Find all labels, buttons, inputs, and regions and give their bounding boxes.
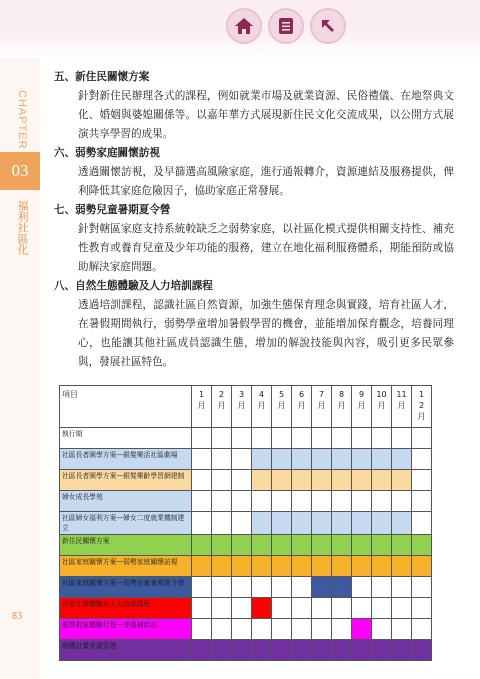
- month-cell: [372, 577, 392, 598]
- month-header: 1 月: [192, 386, 212, 428]
- table-row: [60, 556, 432, 577]
- month-cell: [312, 640, 332, 661]
- month-cell: [252, 598, 272, 619]
- month-cell: [332, 428, 352, 449]
- month-cell: [272, 449, 292, 470]
- table-row: [60, 598, 432, 619]
- month-cell: [212, 556, 232, 577]
- month-cell: [212, 535, 232, 556]
- month-cell: [372, 535, 392, 556]
- month-cell: [292, 619, 312, 640]
- chapter-number: 03: [0, 152, 40, 190]
- month-cell: [292, 491, 312, 512]
- month-cell: [372, 449, 392, 470]
- month-cell: [332, 535, 352, 556]
- month-cell: [192, 598, 212, 619]
- schedule-table: [59, 385, 432, 661]
- month-cell: [312, 598, 332, 619]
- month-cell: [312, 535, 332, 556]
- schedule-table-container: [59, 385, 431, 650]
- month-header: 3 月: [232, 386, 252, 428]
- month-cell: [312, 619, 332, 640]
- month-cell: [352, 577, 372, 598]
- month-cell: [412, 535, 432, 556]
- month-cell: [392, 619, 412, 640]
- month-cell: [292, 428, 312, 449]
- section: [54, 277, 454, 372]
- month-cell: [392, 535, 412, 556]
- item-header: 項目: [60, 386, 192, 428]
- month-cell: [352, 470, 372, 491]
- month-cell: [332, 577, 352, 598]
- menu-icon[interactable]: [268, 8, 304, 44]
- row-label: 服務對象體驗行程—幸福補給站: [60, 619, 192, 640]
- month-header: 11 月: [392, 386, 412, 428]
- section: [54, 68, 454, 144]
- month-cell: [272, 428, 292, 449]
- month-cell: [192, 556, 212, 577]
- month-cell: [372, 619, 392, 640]
- month-header: 4 月: [252, 386, 272, 428]
- month-cell: [412, 512, 432, 535]
- month-cell: [292, 577, 312, 598]
- month-cell: [292, 512, 312, 535]
- row-label: 社區婦女福利方案—婦女二度就業機制建立: [60, 512, 192, 535]
- month-cell: [352, 619, 372, 640]
- month-cell: [392, 470, 412, 491]
- month-cell: [212, 449, 232, 470]
- month-cell: [292, 598, 312, 619]
- month-cell: [312, 449, 332, 470]
- table-row: [60, 512, 432, 535]
- table-row: [60, 619, 432, 640]
- month-cell: [352, 449, 372, 470]
- month-cell: [212, 470, 232, 491]
- page-number: 83: [12, 611, 22, 622]
- month-cell: [192, 577, 212, 598]
- month-cell: [252, 449, 272, 470]
- chapter-label: CHAPTER: [16, 90, 28, 150]
- month-cell: [252, 535, 272, 556]
- row-label: 社區長者園學方案—銀髮樂齡學習網建制: [60, 470, 192, 491]
- month-cell: [332, 598, 352, 619]
- month-cell: [412, 598, 432, 619]
- month-cell: [272, 491, 292, 512]
- month-cell: [272, 577, 292, 598]
- home-icon[interactable]: [226, 8, 262, 44]
- month-cell: [372, 556, 392, 577]
- month-cell: [312, 556, 332, 577]
- month-cell: [372, 491, 392, 512]
- month-header: 1 2 月: [412, 386, 432, 428]
- row-label: 婦女成長學苑: [60, 491, 192, 512]
- month-cell: [272, 619, 292, 640]
- month-header: 10 月: [372, 386, 392, 428]
- month-cell: [212, 598, 232, 619]
- month-header: 6 月: [292, 386, 312, 428]
- month-cell: [332, 491, 352, 512]
- row-label: 總體計畫會議管理: [60, 640, 192, 661]
- month-cell: [332, 640, 352, 661]
- month-cell: [252, 577, 272, 598]
- row-label: 執行期: [60, 428, 192, 449]
- month-cell: [272, 556, 292, 577]
- month-cell: [232, 512, 252, 535]
- month-cell: [332, 512, 352, 535]
- month-cell: [292, 556, 312, 577]
- month-cell: [192, 640, 212, 661]
- month-cell: [232, 577, 252, 598]
- month-cell: [232, 449, 252, 470]
- table-row: [60, 640, 432, 661]
- month-cell: [212, 491, 232, 512]
- main-content: [54, 68, 454, 372]
- month-cell: [292, 535, 312, 556]
- month-cell: [252, 428, 272, 449]
- month-cell: [412, 640, 432, 661]
- month-cell: [292, 470, 312, 491]
- section: [54, 201, 454, 277]
- month-cell: [292, 640, 312, 661]
- month-cell: [232, 428, 252, 449]
- section-title: 七、弱勢兒童暑期夏令營: [54, 204, 171, 216]
- month-cell: [412, 428, 432, 449]
- month-cell: [352, 535, 372, 556]
- month-cell: [392, 640, 412, 661]
- section-body: 透過培訓課程，認識社區自然資源，加強生態保育理念與實踐，培育社區人才，在暑假期間執行，弱勢學童增加暑假學習的機會，並能增加保育觀念，培養同理心，也能讓其他社區成員認識生態，增加的解說技能與內容，吸引更多民眾參與，發展社區特色。: [78, 299, 454, 368]
- month-cell: [372, 598, 392, 619]
- month-header: 9 月: [352, 386, 372, 428]
- month-cell: [212, 428, 232, 449]
- month-cell: [352, 491, 372, 512]
- month-cell: [312, 491, 332, 512]
- row-label: 自然生態體驗及人力培訓課程: [60, 598, 192, 619]
- month-cell: [312, 512, 332, 535]
- row-label: 社區長者園學方案—銀髮樂活社區劇場: [60, 449, 192, 470]
- month-cell: [392, 577, 412, 598]
- table-row: [60, 535, 432, 556]
- month-cell: [232, 556, 252, 577]
- month-cell: [192, 470, 212, 491]
- month-cell: [352, 428, 372, 449]
- chapter-title: 福利社區化: [16, 200, 29, 255]
- month-cell: [392, 512, 412, 535]
- month-cell: [312, 577, 332, 598]
- month-cell: [192, 428, 212, 449]
- month-cell: [192, 535, 212, 556]
- row-label: 社區家庭關懷方案—弱勢家庭關懷訪視: [60, 556, 192, 577]
- row-label: 社區家庭關懷方案—弱勢兒童暑期夏令營: [60, 577, 192, 598]
- month-cell: [372, 428, 392, 449]
- section-title: 五、新住民關懷方案: [54, 71, 150, 83]
- month-cell: [232, 470, 252, 491]
- back-icon[interactable]: [310, 8, 346, 44]
- month-cell: [372, 640, 392, 661]
- month-cell: [312, 428, 332, 449]
- month-cell: [392, 491, 412, 512]
- month-cell: [332, 449, 352, 470]
- month-cell: [252, 512, 272, 535]
- table-row: [60, 491, 432, 512]
- month-cell: [252, 491, 272, 512]
- month-cell: [392, 428, 412, 449]
- month-cell: [232, 640, 252, 661]
- month-cell: [392, 598, 412, 619]
- month-cell: [412, 491, 432, 512]
- month-cell: [192, 512, 212, 535]
- section-body: 針對轄區家庭支持系統較缺乏之弱勢家庭，以社區化模式提供相關支持性、補充性教育或養育兒童及少年功能的服務，建立在地化福利服務體系，期能預防或協助解決家庭問題。: [78, 223, 454, 273]
- month-header: 2 月: [212, 386, 232, 428]
- table-row: [60, 577, 432, 598]
- month-cell: [352, 598, 372, 619]
- month-cell: [392, 556, 412, 577]
- month-cell: [192, 491, 212, 512]
- month-cell: [252, 640, 272, 661]
- month-cell: [332, 556, 352, 577]
- month-cell: [212, 619, 232, 640]
- section-body: 針對新住民辦理各式的課程，例如就業市場及就業資源、民俗禮儀、在地祭典文化、婚姻與婆媳關係等。以嘉年華方式展現新住民文化交流成果，以公開方式展演共享學習的成果。: [78, 90, 454, 140]
- table-row: [60, 470, 432, 491]
- month-cell: [412, 470, 432, 491]
- section-title: 六、弱勢家庭關懷訪視: [54, 147, 160, 159]
- month-cell: [332, 470, 352, 491]
- month-header: 8 月: [332, 386, 352, 428]
- month-cell: [372, 512, 392, 535]
- month-header: 7 月: [312, 386, 332, 428]
- month-cell: [292, 449, 312, 470]
- section-body: 透過關懷訪視，及早篩選高風險家庭，進行通報轉介，資源連結及服務提供，俾利降低其家庭危險因子，協助家庭正常發展。: [78, 166, 454, 197]
- month-cell: [232, 491, 252, 512]
- month-cell: [232, 598, 252, 619]
- section: [54, 144, 454, 201]
- month-cell: [272, 512, 292, 535]
- month-cell: [272, 535, 292, 556]
- month-cell: [232, 535, 252, 556]
- section-title: 八、自然生態體驗及人力培訓課程: [54, 280, 213, 292]
- month-cell: [352, 640, 372, 661]
- month-cell: [272, 470, 292, 491]
- month-cell: [412, 556, 432, 577]
- table-row: [60, 449, 432, 470]
- row-label: 新住民關懷方案: [60, 535, 192, 556]
- month-cell: [212, 512, 232, 535]
- month-cell: [332, 619, 352, 640]
- month-cell: [392, 449, 412, 470]
- month-cell: [192, 449, 212, 470]
- month-cell: [412, 619, 432, 640]
- month-cell: [272, 598, 292, 619]
- month-cell: [232, 619, 252, 640]
- month-cell: [252, 556, 272, 577]
- month-cell: [252, 470, 272, 491]
- month-cell: [352, 512, 372, 535]
- month-header: 5 月: [272, 386, 292, 428]
- month-cell: [252, 619, 272, 640]
- month-cell: [352, 556, 372, 577]
- month-cell: [212, 577, 232, 598]
- month-cell: [192, 619, 212, 640]
- month-cell: [312, 470, 332, 491]
- month-cell: [272, 640, 292, 661]
- month-cell: [412, 449, 432, 470]
- table-row: [60, 428, 432, 449]
- month-cell: [212, 640, 232, 661]
- month-cell: [372, 470, 392, 491]
- month-cell: [412, 577, 432, 598]
- table-header-row: [60, 386, 432, 428]
